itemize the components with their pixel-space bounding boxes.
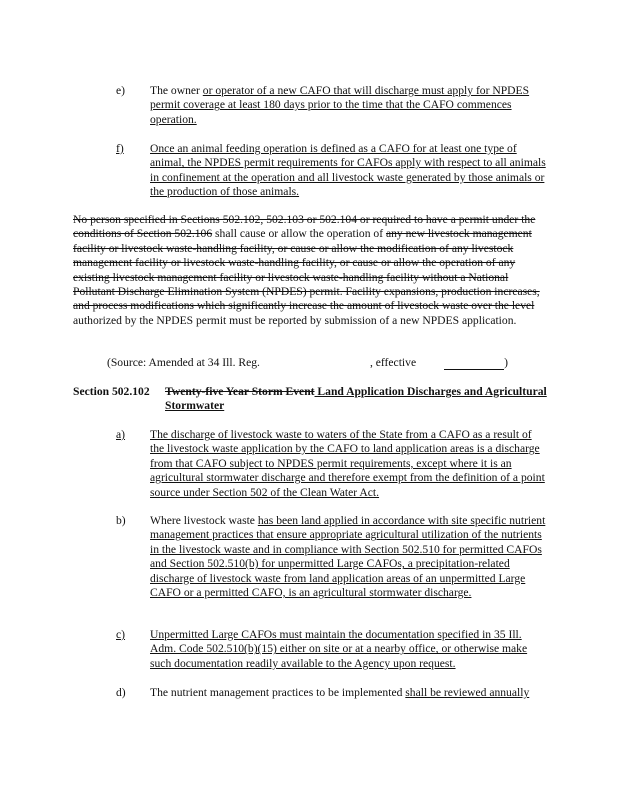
paragraph-b	[116, 514, 546, 600]
source-note-blank-register	[260, 356, 370, 370]
section-number: Section 502.102	[73, 385, 150, 398]
section-title-inserted: Land Application Discharges and Agricultural Stormwater	[165, 385, 547, 413]
source-note-effective: , effective	[369, 356, 417, 369]
paragraph-e	[116, 84, 546, 127]
paragraph-d-label: d)	[116, 686, 126, 699]
paragraph-body-text	[73, 213, 547, 328]
section-heading	[73, 385, 547, 414]
paragraph-e-text	[150, 84, 546, 127]
paragraph-body	[73, 213, 547, 328]
paragraph-a	[116, 428, 546, 500]
paragraph-body-struck-2: any new livestock management facility or livestock waste-handling facility, or cause or allow the modification of any livestock management facility or livestock waste-handling facility, or cause or allow the operation of any existing livestock management facility or livestock waste-handling facility without a National Pollutant Discharge Elimination System (NPDES) permit. Facility expansions, production increases, and process modifications which significantly increase the amount of livestock waste over the level	[73, 227, 540, 313]
paragraph-f-label: f)	[116, 142, 124, 155]
paragraph-d-text	[150, 686, 546, 700]
source-note-spacer	[416, 356, 444, 370]
paragraph-a-text: The discharge of livestock waste to waters of the State from a CAFO as a result of the livestock waste application by the CAFO to land application areas is a discharge from that CAFO subject to NPDES permit requirements, except where it is an agricultural stormwater discharge and therefore exempt from the definition of a point source under Section 502 of the Clean Water Act.	[150, 428, 545, 499]
paragraph-b-label: b)	[116, 514, 126, 527]
paragraph-c	[116, 628, 546, 671]
source-note-suffix: )	[504, 356, 508, 369]
section-title-struck: Twenty-five Year Storm Event	[165, 385, 315, 398]
paragraph-e-label: e)	[116, 84, 126, 97]
paragraph-e-text-inserted: or operator of a new CAFO that will discharge must apply for NPDES permit coverage at least 180 days prior to the time that the CAFO commences operation.	[150, 84, 530, 126]
paragraph-c-label: c)	[116, 628, 126, 641]
paragraph-f	[116, 142, 546, 200]
paragraph-body-plain-2: authorized by the NPDES permit must be reported by submission of a new NPDES application.	[73, 313, 517, 327]
paragraph-a-label: a)	[116, 428, 126, 441]
paragraph-b-text-inserted: has been land applied in accordance with site specific nutrient management practices that ensure appropriate agricultural utilization of the nutrients in the livestock waste and in compliance with Section 502.510 for permitted CAFOs and Section 502.510(b) for unpermitted Large CAFOs, a precipitation-related discharge of livestock waste from land application areas of an unpermitted Large CAFO or a permitted CAFO, is an agricultural stormwater discharge.	[150, 514, 546, 600]
paragraph-body-struck-1: No person specified in Sections 502.102, 502.103 or 502.104 or required to have a permit under the conditions of Section 502.106	[73, 213, 536, 241]
paragraph-body-plain-1: shall cause or allow the operation of	[212, 227, 386, 241]
paragraph-f-text: Once an animal feeding operation is defined as a CAFO for at least one type of animal, the NPDES permit requirements for CAFOs apply with respect to all animals in confinement at the operation and all livestock waste generated by those animals or the production of those animals.	[150, 142, 546, 199]
paragraph-b-text-plain: Where livestock waste	[150, 514, 258, 527]
section-title	[165, 385, 547, 414]
paragraph-e-text-plain: The owner	[150, 84, 203, 97]
paragraph-d-text-plain: The nutrient management practices to be implemented	[150, 686, 406, 699]
paragraph-d	[116, 686, 546, 700]
source-note	[107, 356, 547, 370]
paragraph-c-text: Unpermitted Large CAFOs must maintain the documentation specified in 35 Ill. Adm. Code 502.510(b)(15) either on site or at a nearby office, or otherwise make such documentation readily available to the Agency upon request.	[150, 628, 528, 670]
paragraph-b-text	[150, 514, 546, 600]
paragraph-d-text-inserted: shall be reviewed annually	[405, 686, 530, 699]
source-note-blank-date	[444, 356, 504, 370]
source-note-prefix: (Source: Amended at 34 Ill. Reg.	[107, 356, 260, 369]
